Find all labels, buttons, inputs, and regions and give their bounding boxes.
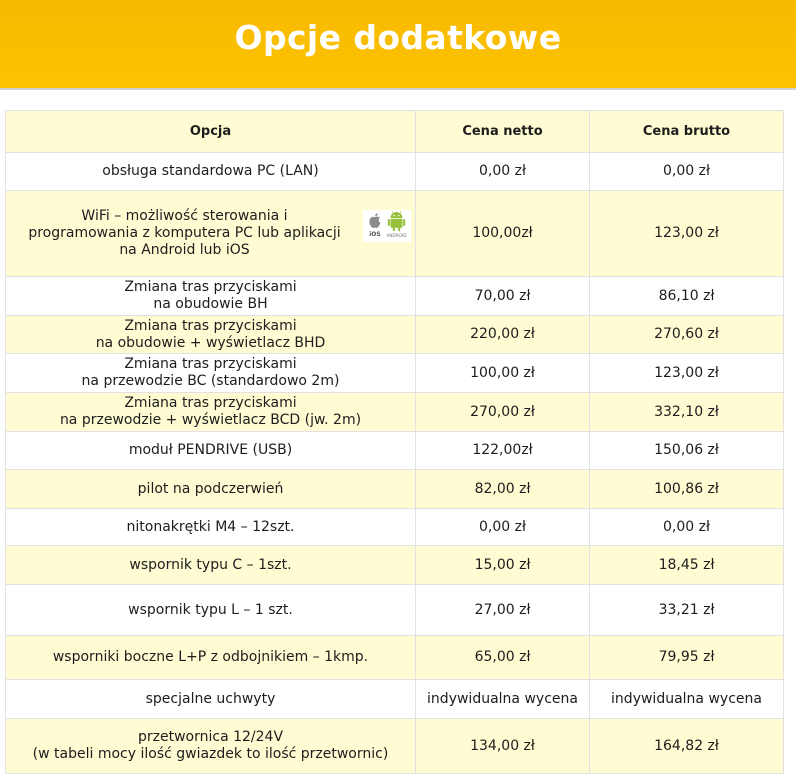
table-row (6, 153, 784, 191)
table-row (6, 680, 784, 719)
net-price-cell: 134,00 zł (416, 719, 590, 774)
table-row (6, 432, 784, 470)
table-row (6, 546, 784, 585)
gross-price-cell: 100,86 zł (590, 470, 784, 509)
table-row (6, 277, 784, 316)
column-header-net-price: Cena netto (416, 111, 590, 153)
table-row (6, 354, 784, 393)
option-cell: nitonakrętki M4 – 12szt. (6, 509, 416, 546)
option-cell: moduł PENDRIVE (USB) (6, 432, 416, 470)
net-price-cell: 0,00 zł (416, 153, 590, 191)
net-price-cell: 82,00 zł (416, 470, 590, 509)
table-row (6, 719, 784, 774)
table-row (6, 316, 784, 354)
option-cell: obsługa standardowa PC (LAN) (6, 153, 416, 191)
option-cell: Zmiana tras przyciskami na przewodzie BC (standardowo 2m) (6, 354, 416, 393)
gross-price-cell: 150,06 zł (590, 432, 784, 470)
table-header-row (6, 111, 784, 153)
net-price-cell: 220,00 zł (416, 316, 590, 354)
column-header-gross-price: Cena brutto (590, 111, 784, 153)
option-cell: Zmiana tras przyciskami na przewodzie + wyświetlacz BCD (jw. 2m) (6, 393, 416, 432)
table-row (6, 191, 784, 277)
option-cell: wsporniki boczne L+P z odbojnikiem – 1kmp. (6, 636, 416, 680)
page-title: Opcje dodatkowe (234, 18, 562, 57)
net-price-cell: 15,00 zł (416, 546, 590, 585)
option-cell: Zmiana tras przyciskami na obudowie BH (6, 277, 416, 316)
gross-price-cell: 164,82 zł (590, 719, 784, 774)
option-cell (6, 191, 416, 277)
table-row (6, 636, 784, 680)
option-cell: przetwornica 12/24V (w tabeli mocy ilość gwiazdek to ilość przetwornic) (6, 719, 416, 774)
option-cell: wspornik typu C – 1szt. (6, 546, 416, 585)
gross-price-cell: 332,10 zł (590, 393, 784, 432)
gross-price-cell: indywidualna wycena (590, 680, 784, 719)
gross-price-cell: 270,60 zł (590, 316, 784, 354)
gross-price-cell: 86,10 zł (590, 277, 784, 316)
gross-price-cell: 79,95 zł (590, 636, 784, 680)
table-row (6, 509, 784, 546)
options-price-table (5, 110, 784, 774)
net-price-cell: 65,00 zł (416, 636, 590, 680)
option-cell: pilot na podczerwień (6, 470, 416, 509)
wifi-option-content (10, 208, 411, 259)
table-row (6, 585, 784, 636)
gross-price-cell: 123,00 zł (590, 354, 784, 393)
android-logo-lettering: ANDROID (386, 233, 407, 238)
option-cell: Zmiana tras przyciskami na obudowie + wyświetlacz BHD (6, 316, 416, 354)
net-price-cell: 270,00 zł (416, 393, 590, 432)
option-cell: specjalne uchwyty (6, 680, 416, 719)
table-row (6, 470, 784, 509)
net-price-cell: 122,00zł (416, 432, 590, 470)
ios-android-logo (363, 210, 411, 242)
table-row (6, 393, 784, 432)
net-price-cell: indywidualna wycena (416, 680, 590, 719)
option-cell: wspornik typu L – 1 szt. (6, 585, 416, 636)
gross-price-cell: 123,00 zł (590, 191, 784, 277)
gross-price-cell: 18,45 zł (590, 546, 784, 585)
option-text: WiFi – możliwość sterowania i programowania z komputera PC lub aplikacji na Android lub iOS (28, 208, 341, 258)
net-price-cell: 100,00 zł (416, 354, 590, 393)
gross-price-cell: 33,21 zł (590, 585, 784, 636)
header-banner (0, 0, 796, 90)
net-price-cell: 0,00 zł (416, 509, 590, 546)
net-price-cell: 70,00 zł (416, 277, 590, 316)
net-price-cell: 27,00 zł (416, 585, 590, 636)
gross-price-cell: 0,00 zł (590, 153, 784, 191)
net-price-cell: 100,00zł (416, 191, 590, 277)
gross-price-cell: 0,00 zł (590, 509, 784, 546)
ios-logo-lettering: iOS (369, 231, 381, 238)
column-header-option: Opcja (6, 111, 416, 153)
